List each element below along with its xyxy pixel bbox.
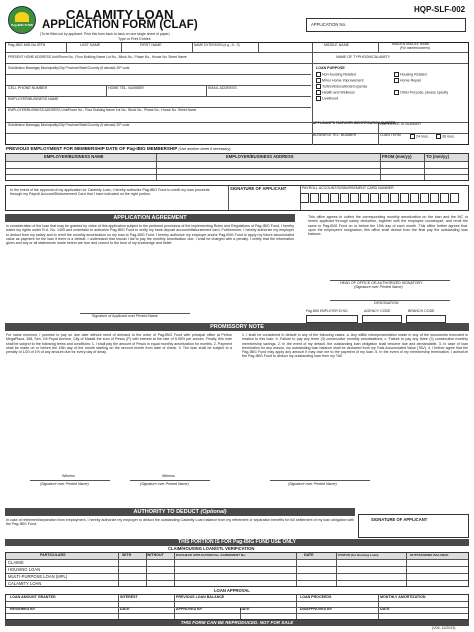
typhoon-label: NAME OF TYPHOON/CALAMITY [336, 55, 391, 59]
employer-address-label: EMPLOYER/BUSINESS ADDRESS Unit/Room No., Floor Building Name Lot No., Block No., Phase No., House No. Street Name [8, 108, 197, 112]
office-use-title-bar: THIS PORTION IS FOR Pag-IBIG FUND USE ONLY [5, 539, 469, 546]
purpose-option-7[interactable]: Home Repair [394, 78, 421, 83]
payroll-digit-box[interactable] [330, 193, 339, 203]
pagibig-employer-id-label: Pag-IBIG EMPLOYER ID NO. [306, 309, 349, 313]
payroll-digit-box[interactable] [320, 193, 329, 203]
agency-code-label: AGENCY CODE [364, 309, 391, 313]
approval-title: LOAN APPROVAL [214, 588, 250, 593]
payroll-digit-box[interactable] [430, 193, 439, 203]
application-no-label: APPLICATION No. [311, 22, 347, 27]
disapproved-by-label: DISAPPROVED BY [300, 607, 333, 611]
payroll-digit-box[interactable] [310, 193, 319, 203]
loan-term-label: LOAN TERM [380, 133, 401, 137]
employee-id-label: EMPLOYEE ID NUMBER [380, 122, 421, 126]
payroll-digit-box[interactable] [360, 193, 369, 203]
approval-col-amount: LOAN AMOUNT GRANTED [10, 595, 56, 599]
payroll-digit-box[interactable] [350, 193, 359, 203]
purpose-option-8[interactable]: Other Purpose, please specify [394, 90, 448, 95]
loan-purpose-label: LOAN PURPOSE [316, 66, 345, 70]
form-code: HQP-SLF-002 [414, 5, 466, 14]
witness-label-1: Witness [62, 474, 75, 478]
deduct-signature-label: SIGNATURE OF APPLICANT [371, 517, 428, 522]
branch-code-label: BRANCH CODE [408, 309, 435, 313]
promissory-right-text: 1. I shall be considered in default in any of the following cases: a. Any willful misrepresentation made in any of the documents executed in relation to this loan; b. Failure to pay any three (3) consecutive monthly amortizations; c. Failure to pay any three (3) consecutive monthly membership savings. 2. In the event of my default, the outstanding loan obligation shall become due and demandable. 3. In case of loan termination for any reason, my outstanding loan balance shall be deducted from my Total Accumulated Value (TAV). 4. I further agree that the Pag-IBIG Fund may apply any amount it may owe me to the payment of my loan. 5. In the event of my membership termination, I authorize the Pag-IBIG Fund to deduct my outstanding loan from my TAV. [242, 333, 468, 359]
employer-name-label: EMPLOYER/BUSINESS NAME [8, 97, 59, 101]
verification-title: CLAIM/HOUSING LOAN/STL VERIFICATION [168, 546, 255, 551]
purpose-option-2[interactable]: Minor Home Improvement [316, 78, 364, 83]
purpose-option-5[interactable]: Livelihood [316, 96, 338, 101]
title-line1: CALAMITY LOAN [66, 7, 174, 22]
maiden-name-label: MAIDEN MIDDLE NAME [392, 42, 430, 46]
payroll-digit-box[interactable] [450, 193, 459, 203]
footer-version: (V04, 11/2013) [432, 626, 456, 630]
ver-col-without: WITHOUT [147, 553, 164, 557]
business-tel-label: BUSINESS TEL. NUMBER [313, 133, 357, 137]
payroll-digit-box[interactable] [390, 193, 399, 203]
payroll-digit-box[interactable] [380, 193, 389, 203]
ver-col-with: WITH [122, 553, 132, 557]
disapproved-date-label: DATE [380, 607, 390, 611]
prev-col-employer: EMPLOYER/BUSINESS NAME [44, 154, 104, 159]
payroll-digit-box[interactable] [420, 193, 429, 203]
authorization-text: In the event of the approval of my application for Calamity Loan, I hereby authorize Pag-IBIG Fund to credit my loan proceeds through my Payroll Account/Disbursement Card that I have indicated on the right portion. [10, 188, 210, 197]
deduct-signature-box[interactable] [358, 514, 469, 538]
deduct-text: In case of retirement/separation from employment, I hereby authorize my employer to deduct the outstanding Calamity Loan balance from my retirement or separation benefits for full settlement of my loan obligation with the Pag-IBIG Fund. [6, 518, 354, 527]
ver-col-particulars: PARTICULARS [40, 553, 66, 557]
approved-date-label: DATE [240, 607, 250, 611]
promissory-applicant-note: (Signature over Printed Name) [288, 482, 337, 486]
purpose-option-1[interactable]: Non-housing Related [316, 72, 356, 77]
prev-col-from: FROM (mm/yy) [382, 154, 412, 159]
ver-col-date: DATE [304, 553, 314, 557]
agreement-title-bar: APPLICATION AGREEMENT [5, 214, 295, 222]
witness-note-2: (Signature over Printed Name) [140, 482, 189, 486]
payroll-account-label: PAYROLL ACCOUNT/DISBURSEMENT CARD NUMBER [302, 186, 394, 190]
footer-note-bar: THIS FORM CAN BE REPRODUCED. NOT FOR SALE [5, 620, 469, 626]
print-note: Type or Print Entries [118, 37, 151, 41]
ver-col-status: STATUS (for Housing Loan) [338, 553, 379, 557]
purpose-option-4[interactable]: Health and Wellness [316, 90, 355, 95]
ver-row-housing: HOUSING LOAN [8, 567, 41, 572]
ver-row-claims: CLAIMS [8, 560, 24, 565]
ver-row-calamity: CALAMITY LOAN [8, 581, 42, 586]
mid-label: Pag-IBIG MID No./RTN [8, 43, 46, 47]
ver-col-application: DV/CHECK APPLICATION No. AGREEMENT No. [176, 553, 246, 557]
approval-col-amortization: MONTHLY AMORTIZATION [380, 595, 426, 599]
logo-text: Pag-IBIG FUND [11, 23, 33, 27]
term-option-36[interactable]: 36 mos. [436, 134, 455, 139]
payroll-digit-box[interactable] [340, 193, 349, 203]
home-tel-label: HOME TEL. NUMBER [108, 86, 144, 90]
prev-col-to: TO (mm/yy) [426, 154, 449, 159]
subdivision-row-label: Subdivision Barangay Municipality/City Province/State/Country (if abroad) ZIP code [8, 66, 130, 70]
cell-phone-label: CELL PHONE NUMBER [8, 86, 48, 90]
instruction-text: (To be filled out by applicant. Print this form back to back on one single sheet of paper) [40, 32, 170, 36]
applicant-signature-label: SIGNATURE OF APPLICANT [230, 186, 287, 191]
last-name-label: LAST NAME [80, 43, 101, 47]
witness-note-1: (Signature over Printed Name) [40, 482, 89, 486]
approved-by-label: APPROVED BY [176, 607, 203, 611]
branch-code-field[interactable] [406, 315, 446, 323]
ver-col-balance: OUTSTANDING BALANCE [410, 553, 449, 557]
verification-table [5, 552, 469, 587]
agreement-left-text: In consideration of the loan that may be granted by virtue of this application subject to the pertinent provisions of the implementing Rules and Regulations of Pag-IBIG Fund, I hereby waive my rights under R.A. No. 1405 and undertake to authorize Pag-IBIG Fund to verify my bank deposit account/disbursement card. Furthermore, I hereby authorize my employer to deduct from my salary and to remit the monthly amortization on my loan to Pag-IBIG Fund. I hereby authorize my employer and/or Pag-IBIG Fund to apply my future accumulated value as payment for the loan if there is a default. I understand that should I fail to pay the monthly amortization due, I shall be charged with a penalty. I certify that the information given and any or all statements made herein are true and correct to the best of my knowledge and belief. [6, 224, 294, 246]
pagibig-logo [8, 6, 36, 34]
payroll-digit-box[interactable] [370, 193, 379, 203]
first-name-label: FIRST NAME [140, 43, 162, 47]
payroll-digit-box[interactable] [410, 193, 419, 203]
email-label: EMAIL ADDRESS [208, 86, 237, 90]
ext-name-label: NAME EXTENSION (e.g., Jr., II) [194, 43, 240, 47]
approval-col-proceeds: LOAN PROCEEDS [300, 595, 332, 599]
payroll-digit-box[interactable] [300, 193, 309, 203]
witness-label-2: Witness [162, 474, 175, 478]
agency-code-field[interactable] [362, 315, 402, 323]
head-office-label: HEAD OF OFFICE OR AUTHORIZED SIGNATORY [340, 281, 423, 285]
previous-employment-title: PREVIOUS EMPLOYMENT FOR MEMBERSHIP DATE OF Pag-IBIG MEMBERSHIP (Use another sheet if necessary) [6, 146, 231, 151]
head-office-note: (Signature over Printed Name) [354, 285, 403, 289]
employer-id-field[interactable] [306, 315, 358, 323]
reviewed-date-label: DATE [120, 607, 130, 611]
application-no-field[interactable] [306, 18, 466, 32]
prev-col-address: EMPLOYER/BUSINESS ADDRESS [226, 154, 294, 159]
title-line2: APPLICATION FORM (CLAF) [42, 19, 198, 31]
maiden-note: (For married women) [400, 46, 430, 50]
term-option-24[interactable]: 24 mos. [410, 134, 429, 139]
payroll-digit-box[interactable] [400, 193, 409, 203]
payroll-digit-box[interactable] [440, 193, 449, 203]
approval-col-prev-balance: PREVIOUS LOAN BALANCE [176, 595, 225, 599]
promissory-title-bar: PROMISSORY NOTE [5, 323, 469, 331]
middle-name-label: MIDDLE NAME [324, 43, 349, 47]
ver-row-mpl: MULTI-PURPOSE LOAN (MPL) [8, 574, 68, 579]
designation-label: DESIGNATION [374, 301, 399, 305]
employer-sub-row-label: Subdivision Barangay Municipality/City Province/State/Country (if abroad) ZIP code [8, 123, 130, 127]
promissory-left-text: For value received, I promise to pay on due date without need of demand to the order of Pag-IBIG Fund with principal office at Petron MegaPlaza, 358, Sen. Gil Puyat Avenue, City of Makati the sum of Pesos (P) with interest at the rate of 5.95% per annum. Finally, this note shall be subject to the following terms and conditions: 1. I shall pay the amount of Pesos in equal monthly amortization for months. 2. Payment shall be made on or before the 15th day of the month starting on the second month from date of check. 3. The loan shall be subject to a penalty of 1/20 of 1% of any amount due for every day of delay. [6, 333, 232, 355]
agreement-applicant-sig-label: Signature of Applicant over Printed Name [92, 314, 158, 318]
payroll-account-field[interactable] [300, 193, 464, 207]
deduct-title-bar: AUTHORITY TO DEDUCT (Optional) [5, 508, 355, 516]
purpose-option-3[interactable]: Tuition/Educational Expense [316, 84, 367, 89]
purpose-option-6[interactable]: Housing Related [394, 72, 427, 77]
tin-label: APPLICANT'S TAXPAYER IDENTIFICATION NUMBER [313, 121, 396, 125]
agreement-right-text: This office agrees to collect the corresponding monthly amortization on the loan and the MC or herein applicant through salary deduction, together with the employee counterpart, and remit the same to Pag-IBIG Fund on or before the 15th day of each month. This office further agrees that, upon the employee's resignation, this office shall deduct from the final pay the outstanding loan balance. [308, 215, 468, 237]
approval-col-interest: INTEREST [120, 595, 138, 599]
present-address-label: PRESENT HOME ADDRESS Unit/Room No., Floor Building Name Lot No., Block No., Phase No., House No. Street Name [8, 55, 187, 59]
reviewed-by-label: REVIEWED BY [10, 607, 36, 611]
